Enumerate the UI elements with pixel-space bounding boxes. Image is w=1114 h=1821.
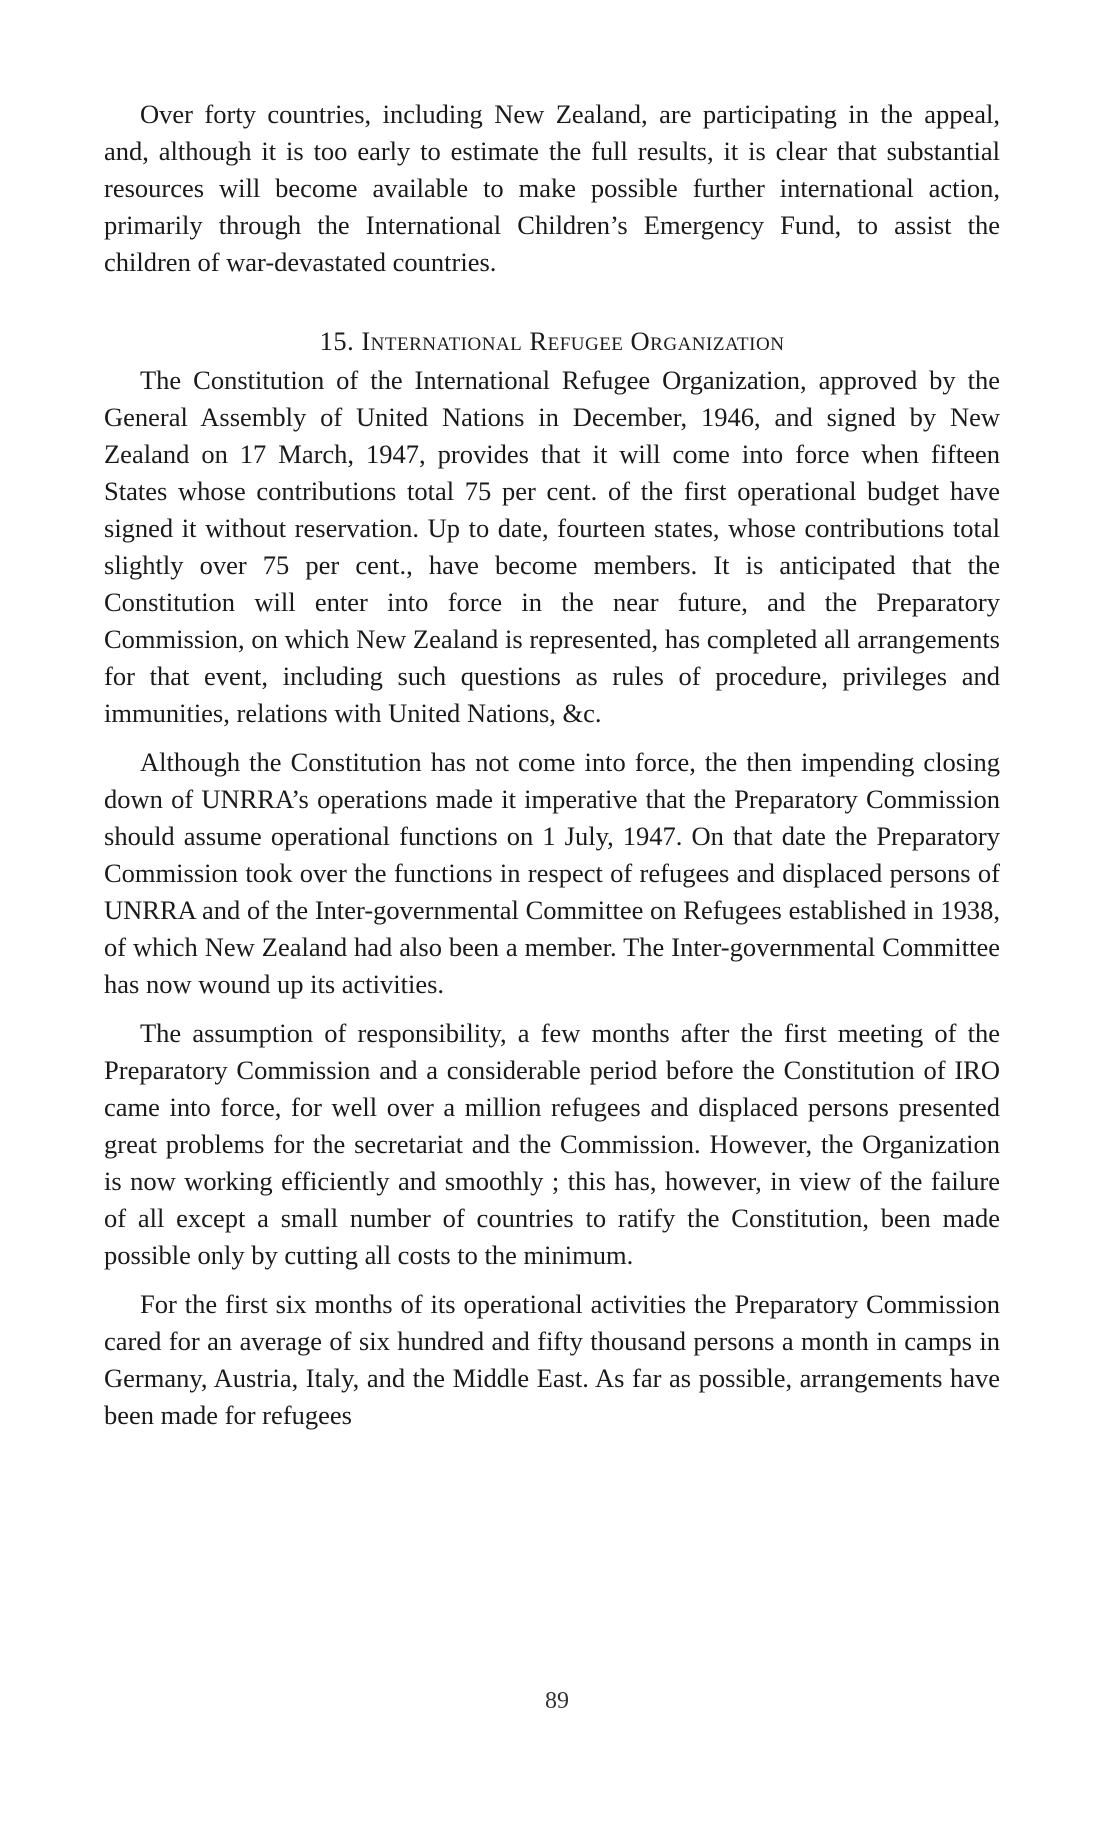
body-paragraph: Although the Constitution has not come into force, the then impending closing down of UNRRA’s operations made it imperative that the Preparatory Commission should assume operational functions on 1 July, 1947. On that date the Preparatory Commission took over the functions in respect of refugees and displaced persons of UNRRA and of the Inter-governmental Committee on Refugees established in 1938, of which New Zealand had also been a member. The Inter-governmental Committee has now wound up its activities.: [104, 747, 1000, 999]
intro-paragraph: Over forty countries, including New Zealand, are participating in the appeal, and, although it is too early to estimate the full results, it is clear that substantial resources will become available to make possible further international action, primarily through the International Children’s Emergency Fund, to assist the children of war-devastated countries.: [104, 99, 1000, 277]
section-heading: [104, 323, 1000, 360]
body-paragraph: For the first six months of its operational activities the Preparatory Commission cared for an average of six hundred and fifty thousand persons a month in camps in Germany, Austria, Italy, and the Middle East. As far as possible, arrangements have been made for refugees: [104, 1289, 1000, 1430]
page-number: 89: [545, 1688, 569, 1714]
body-paragraph: The Constitution of the International Refugee Organization, approved by the General Assembly of United Nations in December, 1946, and signed by New Zealand on 17 March, 1947, provides that it will come into force when fifteen States whose contributions total 75 per cent. of the first operational budget have signed it without reservation. Up to date, fourteen states, whose contributions total slightly over 75 per cent., have become members. It is anticipated that the Constitution will enter into force in the near future, and the Preparatory Commission, on which New Zealand is represented, has completed all arrangements for that event, including such questions as rules of procedure, privileges and immunities, relations with United Nations, &c.: [104, 365, 1000, 728]
document-page: [104, 96, 1000, 1434]
section-title: International Refugee Organization: [361, 326, 785, 356]
section-number: 15.: [319, 326, 355, 356]
body-paragraph: The assumption of responsibility, a few months after the first meeting of the Preparatory Commission and a considerable period before the Constitution of IRO came into force, for well over a million refugees and displaced persons presented great problems for the secretariat and the Commission. However, the Organization is now working efficiently and smoothly ; this has, however, in view of the failure of all except a small number of countries to ratify the Constitution, been made possible only by cutting all costs to the minimum.: [104, 1018, 1000, 1270]
